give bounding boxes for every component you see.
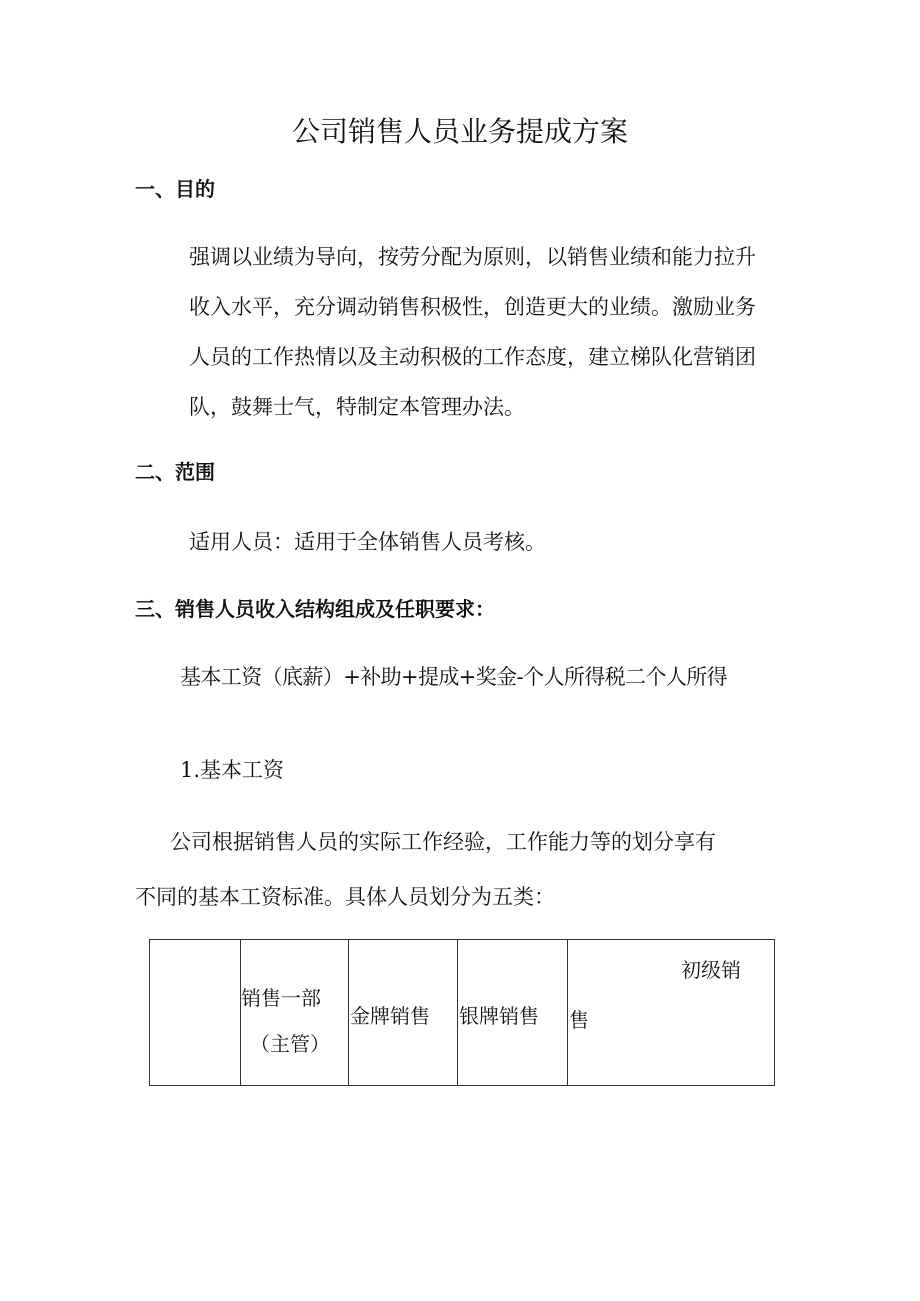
section-heading-income-structure: 三、销售人员收入结构组成及任职要求： xyxy=(135,597,495,621)
purpose-line-1: 强调以业绩为导向，按劳分配为原则，以销售业绩和能力拉升 xyxy=(189,245,756,269)
table-row xyxy=(150,940,775,1086)
table-cell-silver-sales xyxy=(458,940,568,1086)
purpose-line-2: 收入水平，充分调动销售积极性，创造更大的业绩。激励业务 xyxy=(189,295,756,319)
base-salary-line-1: 公司根据销售人员的实际工作经验，工作能力等的划分享有 xyxy=(170,830,716,854)
section-heading-purpose: 一、目的 xyxy=(135,177,215,201)
staff-category-table xyxy=(149,939,775,1086)
purpose-line-3: 人员的工作热情以及主动积极的工作态度，建立梯队化营销团 xyxy=(189,345,756,369)
purpose-line-4: 队，鼓舞士气，特制定本管理办法。 xyxy=(189,395,525,419)
subsection-heading-base-salary: 1.基本工资 xyxy=(180,758,285,782)
junior-sales-label-line-1: 初级销 xyxy=(681,958,741,982)
table-cell-gold-sales xyxy=(349,940,458,1086)
silver-sales-label: 银牌销售 xyxy=(459,1004,539,1028)
scope-text: 适用人员：适用于全体销售人员考核。 xyxy=(189,530,546,554)
section-heading-scope: 二、范围 xyxy=(135,460,215,484)
sales-dept-one-supervisor-label: （主管） xyxy=(250,1032,330,1056)
table-cell-junior-sales xyxy=(568,940,775,1086)
sales-dept-one-label: 销售一部 xyxy=(241,986,321,1010)
income-formula: 基本工资（底薪）+补助+提成+奖金-个人所得税二个人所得 xyxy=(180,665,728,689)
junior-sales-label-line-2: 售 xyxy=(569,1008,589,1032)
base-salary-line-2: 不同的基本工资标准。具体人员划分为五类： xyxy=(135,885,555,909)
gold-sales-label: 金牌销售 xyxy=(350,1004,430,1028)
document-title: 公司销售人员业务提成方案 xyxy=(291,115,628,148)
table-cell-sales-dept-one xyxy=(241,940,349,1086)
table-cell-empty xyxy=(150,940,241,1086)
